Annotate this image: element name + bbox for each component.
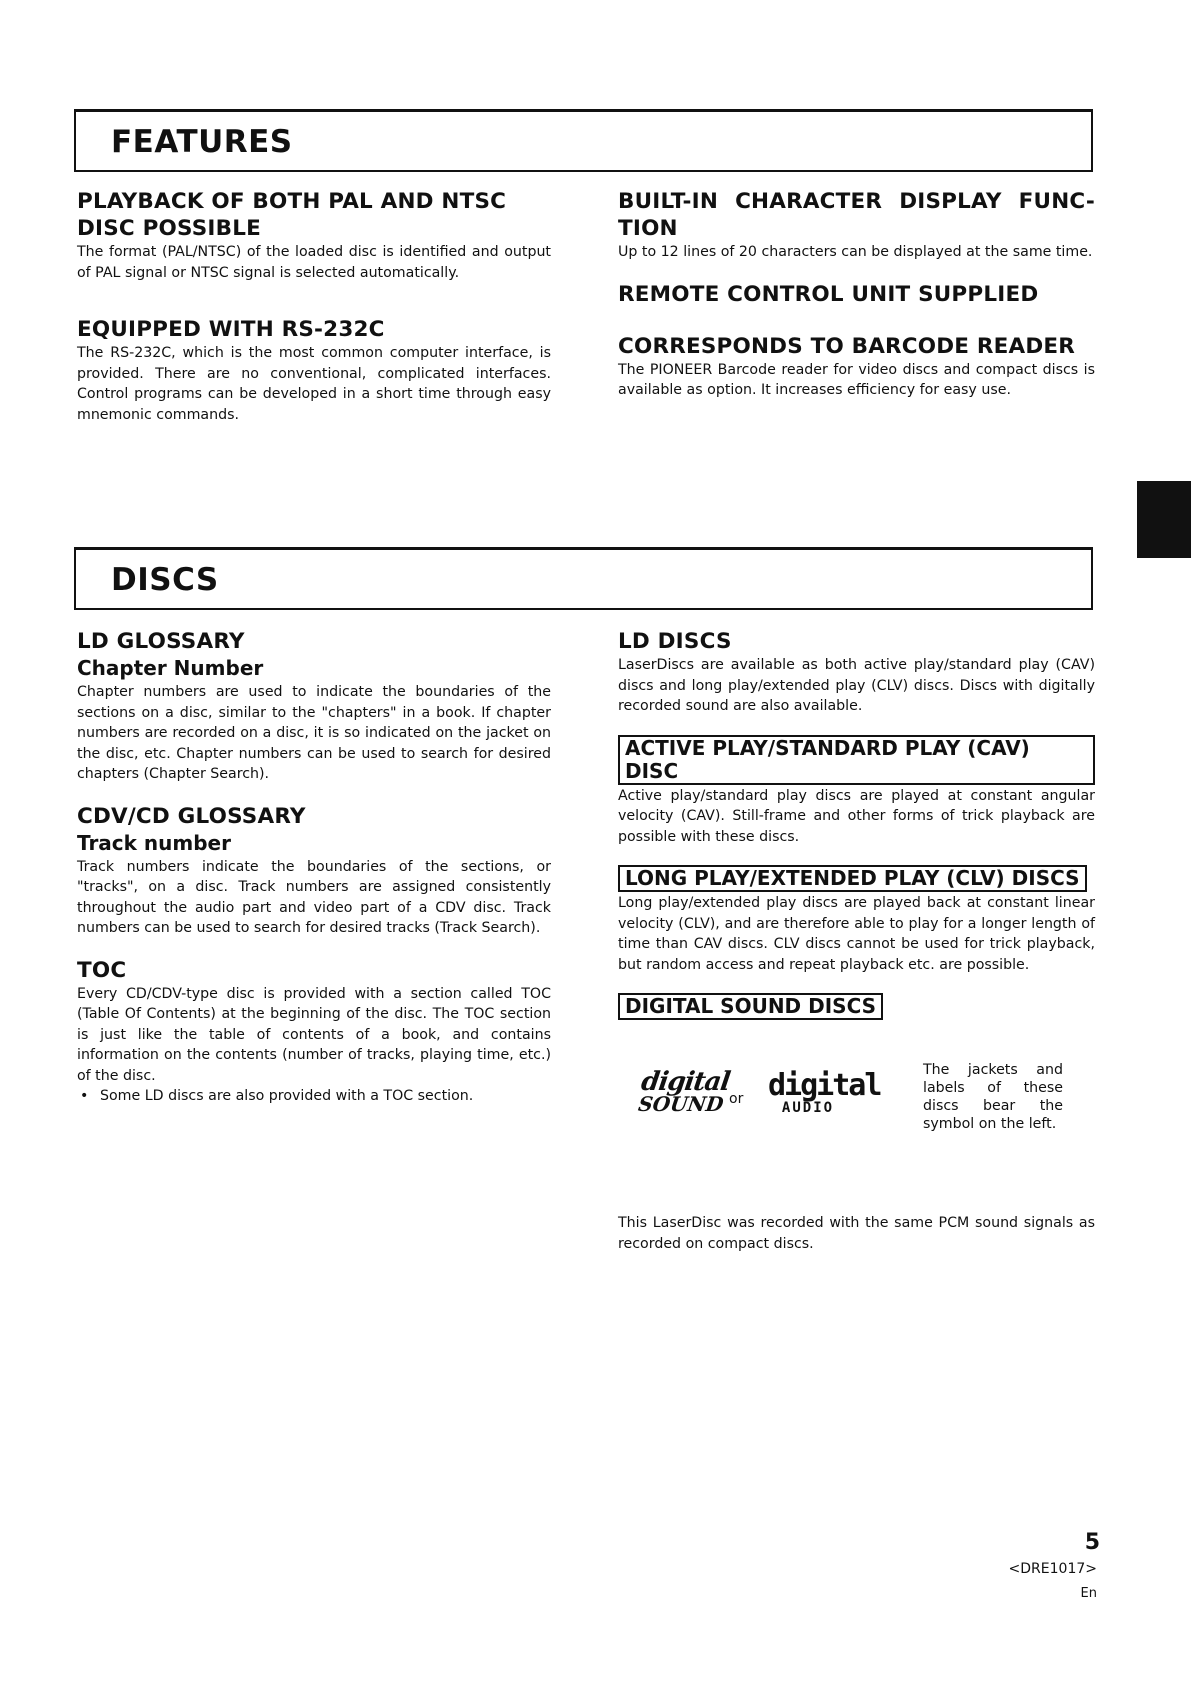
discs-left-column — [77, 628, 551, 1107]
toc-text: Every CD/CDV-type disc is provided with a section called TOC (Table Of Contents) at the beginning of the disc. The TOC section is just like the table of contents of a book, and contains information on the contents (number of tracks, playing time, etc.) of the disc. — [77, 985, 551, 1084]
cav-heading: ACTIVE PLAY/STANDARD PLAY (CAV) DISC — [618, 735, 1095, 785]
remote-heading: REMOTE CONTROL UNIT SUPPLIED — [618, 281, 1039, 307]
doc-code: <DRE1017> — [1008, 1561, 1097, 1577]
digital-audio-logo-line2: AUDIO — [781, 1100, 835, 1116]
discs-right-column — [618, 628, 1095, 1254]
page-number: 5 — [1084, 1530, 1100, 1555]
clv-heading: LONG PLAY/EXTENDED PLAY (CLV) DISCS — [618, 865, 1087, 892]
toc-bullet: • Some LD discs are also provided with a TOC section. — [77, 1086, 551, 1107]
chapter-text: Chapter numbers are used to indicate the boundaries of the sections on a disc, similar to the "chapters" in a book. If chapter numbers are recorded on a disc, it is so indicated on the jacket on the disc, etc. Chapter numbers can be used to search for desired chapters (Chapter Search). — [77, 684, 551, 782]
playback-text: The format (PAL/NTSC) of the loaded disc is identified and output of PAL signal or NTSC signal is selected automatically. — [77, 244, 551, 281]
track-text: Track numbers indicate the boundaries of the sections, or "tracks", on a disc. Track numbers are assigned consistently throughout the audio part and video part of a CDV disc. Track numbers can be used to search for desired tracks (Track Search). — [77, 858, 551, 936]
or-word: or — [729, 1091, 744, 1107]
toc-heading: TOC — [77, 957, 127, 983]
clv-text: Long play/extended play discs are played back at constant linear velocity (CLV), and are therefore able to play for a longer length of time than CAV discs. CLV discs cannot be used for trick playback, but random access and repeat playback etc. are possible. — [618, 895, 1095, 973]
cav-text: Active play/standard play discs are played at constant angular velocity (CAV). Still-frame and other forms of trick playback are possible with these discs. — [618, 787, 1095, 845]
features-right-column — [618, 188, 1095, 401]
digital-sound-heading: DIGITAL SOUND DISCS — [618, 993, 883, 1020]
features-section-header — [74, 109, 1093, 172]
index-tab — [1137, 481, 1191, 558]
features-title: FEATURES — [111, 124, 293, 160]
digital-audio-logo — [768, 1068, 881, 1116]
cdv-glossary-heading: CDV/CD GLOSSARY — [77, 803, 306, 829]
ld-discs-heading: LD DISCS — [618, 629, 732, 654]
display-heading-line2: TION — [618, 216, 678, 241]
digital-sound-logo-line2: SOUND — [636, 1092, 726, 1116]
ld-discs-text: LaserDiscs are available as both active play/standard play (CAV) discs and long play/extended play (CLV) discs. Discs with digitally recorded sound are also available. — [618, 657, 1095, 714]
display-text: Up to 12 lines of 20 characters can be displayed at the same time. — [618, 244, 1093, 260]
playback-heading: PLAYBACK OF BOTH PAL AND NTSC DISC POSSIBLE — [77, 189, 507, 241]
language-code: En — [1080, 1586, 1097, 1601]
features-left-column — [77, 188, 551, 425]
track-heading: Track number — [77, 830, 231, 855]
rs232-text: The RS-232C, which is the most common computer interface, is provided. There are no conventional, complicated interfaces. Control programs can be developed in a short time through easy mnemonic commands. — [77, 345, 551, 423]
barcode-heading: CORRESPONDS TO BARCODE READER — [618, 333, 1076, 359]
digital-logos — [618, 1061, 1095, 1161]
digital-sound-logo — [636, 1067, 732, 1116]
discs-section-header — [74, 547, 1093, 610]
discs-title: DISCS — [111, 562, 219, 598]
pcm-text: This LaserDisc was recorded with the same PCM sound signals as recorded on compact discs. — [618, 1215, 1095, 1252]
digital-audio-logo-line1: digital — [768, 1068, 881, 1103]
barcode-text: The PIONEER Barcode reader for video discs and compact discs is available as option. It increases efficiency for easy use. — [618, 361, 1095, 398]
jacket-note: The jackets and labels of these discs bear the symbol on the left. — [923, 1062, 1063, 1132]
chapter-heading: Chapter Number — [77, 656, 264, 680]
display-heading-line1: BUILT-IN CHARACTER DISPLAY FUNC- — [618, 189, 1095, 214]
rs232-heading: EQUIPPED WITH RS-232C — [77, 317, 385, 342]
ld-glossary-heading: LD GLOSSARY — [77, 629, 245, 654]
digital-sound-logo-line1: digital — [639, 1067, 732, 1097]
